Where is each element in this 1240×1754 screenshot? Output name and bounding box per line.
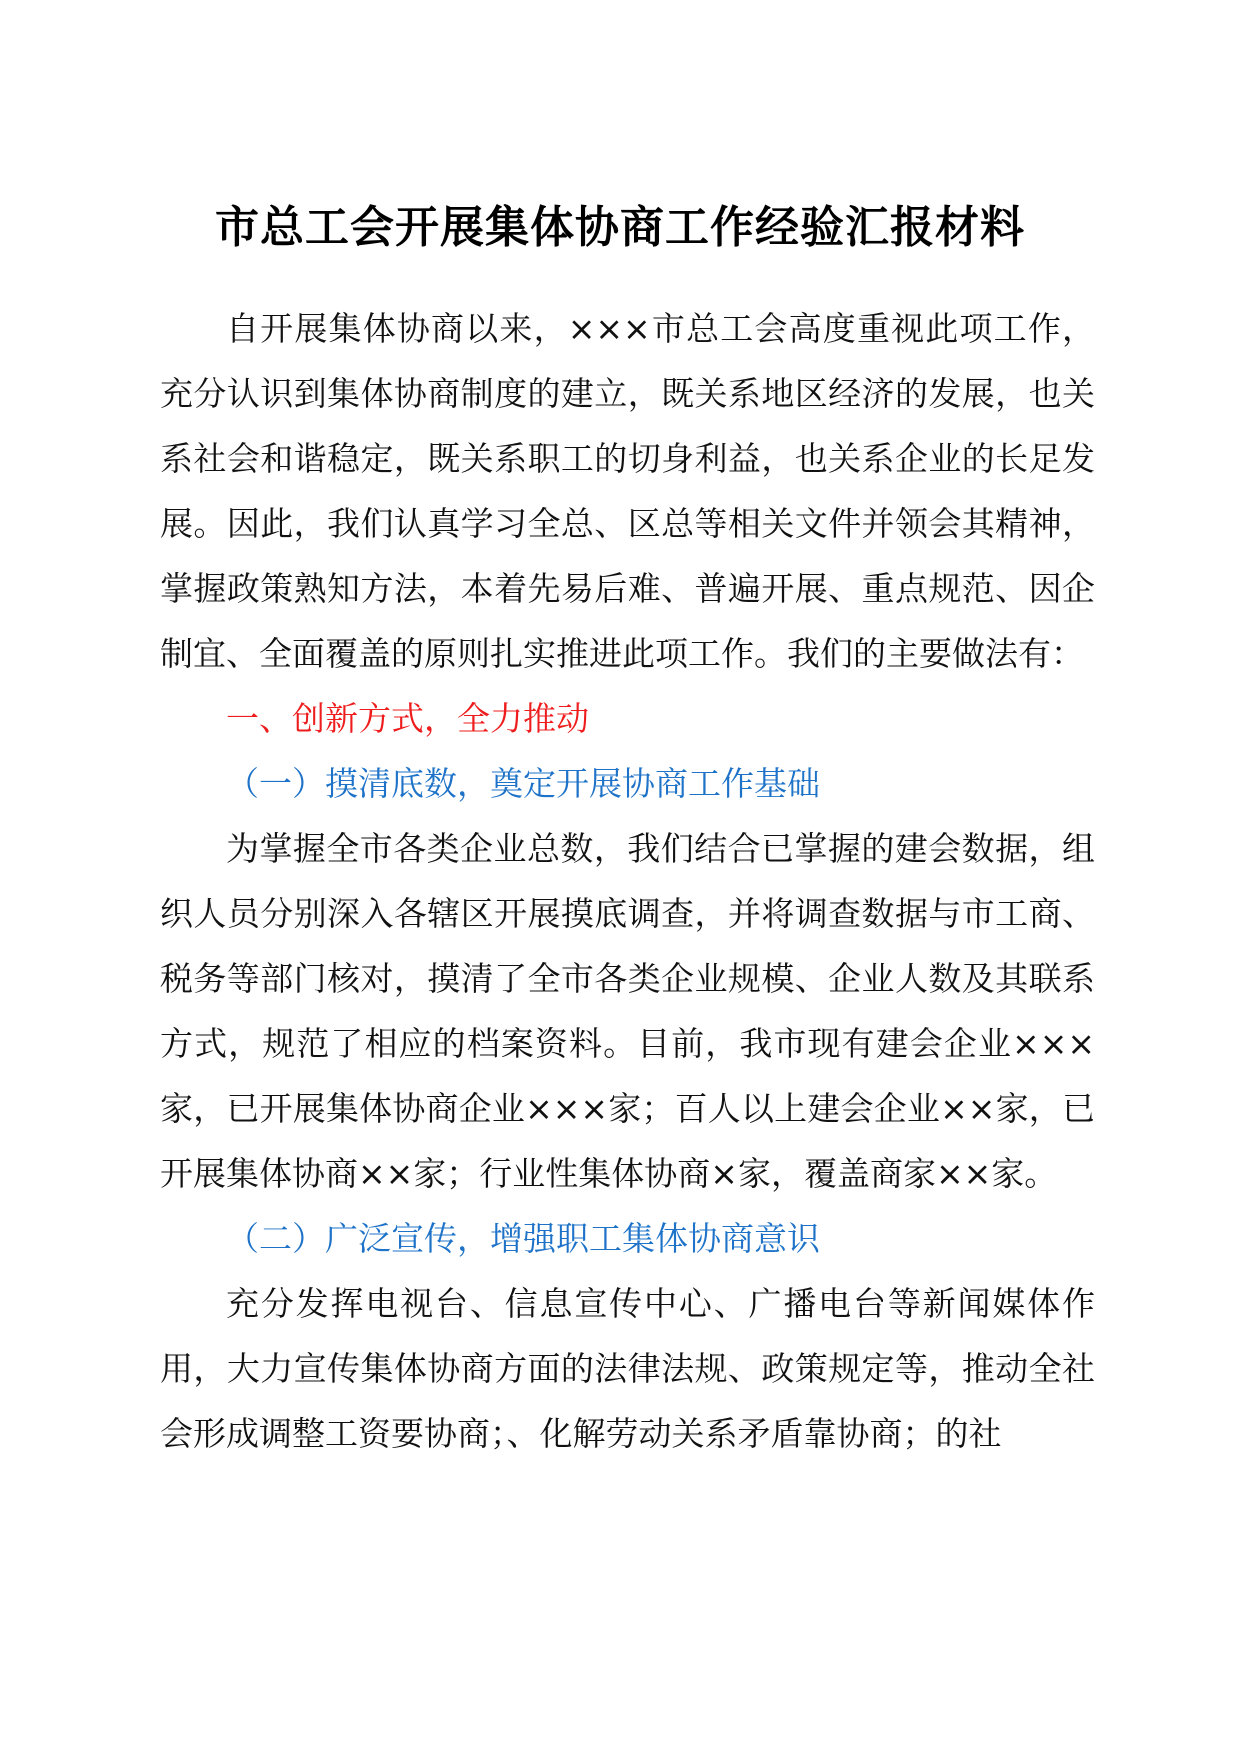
subsection-heading-1: （一）摸清底数，奠定开展协商工作基础: [226, 764, 820, 803]
document-body: [160, 296, 1095, 1466]
subsection-2-paragraph: 充分发挥电视台、信息宣传中心、广播电台等新闻媒体作用，大力宣传集体协商方面的法律法规、政策规定等，推动全社会形成调整工资要协商；、化解劳动关系矛盾靠协商；的社: [160, 1284, 1095, 1453]
document-title: 市总工会开展集体协商工作经验汇报材料: [215, 202, 1025, 253]
subsection-heading-2: （二）广泛宣传，增强职工集体协商意识: [226, 1219, 820, 1258]
subsection-1-paragraph: 为掌握全市各类企业总数，我们结合已掌握的建会数据，组织人员分别深入各辖区开展摸底调查，并将调查数据与市工商、税务等部门核对，摸清了全市各类企业规模、企业人数及其联系方式，规范了相应的档案资料。目前，我市现有建会企业×××家，已开展集体协商企业×××家；百人以上建会企业××家，已开展集体协商××家；行业性集体协商×家，覆盖商家××家。: [160, 829, 1095, 1193]
section-heading-1: 一、创新方式，全力推动: [226, 699, 589, 738]
intro-paragraph: 自开展集体协商以来，×××市总工会高度重视此项工作，充分认识到集体协商制度的建立，既关系地区经济的发展，也关系社会和谐稳定，既关系职工的切身利益，也关系企业的长足发展。因此，我们认真学习全总、区总等相关文件并领会其精神，掌握政策熟知方法，本着先易后难、普遍开展、重点规范、因企制宜、全面覆盖的原则扎实推进此项工作。我们的主要做法有：: [160, 309, 1095, 673]
